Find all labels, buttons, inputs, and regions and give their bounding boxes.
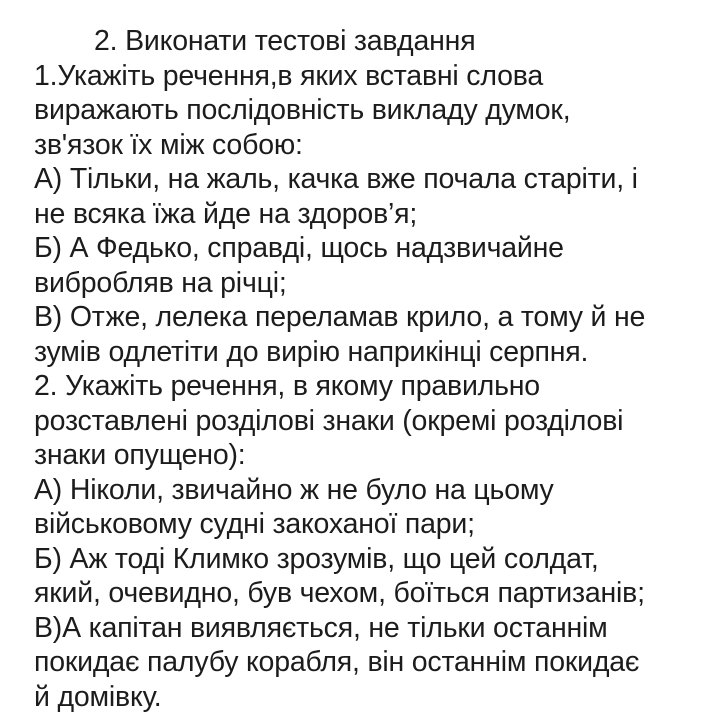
question-2-option-c-line-1: В)А капітан виявляється, не тільки останнім — [34, 611, 608, 644]
question-2-option-b-line-1: Б) Аж тоді Климко зрозумів, що цей солдат, — [34, 542, 599, 575]
question-2-line-3: знаки опущено): — [34, 439, 246, 471]
question-1-option-b-line-2: вибробляв на річці; — [34, 266, 287, 299]
question-2-option-b-line-2: який, очевидно, був чехом, боїться партизанів; — [34, 577, 645, 609]
question-2-option-a-line-1: А) Ніколи, звичайно ж не було на цьому — [34, 473, 554, 506]
question-1-line-1: 1.Укажіть речення,в яких вставні слова — [34, 59, 543, 92]
section-heading: 2. Виконати тестові завдання — [94, 25, 476, 57]
question-1-option-a-line-2: не всяка їжа йде на здоров’я; — [34, 197, 418, 230]
question-2-line-1: 2. Укажіть речення, в якому правильно — [34, 370, 540, 402]
question-2-option-a-line-2: військовому судні закоханої пари; — [34, 508, 475, 540]
question-2-option-c-line-3: й домівку. — [34, 680, 162, 713]
document-text — [34, 24, 714, 714]
question-1-option-c-line-2: зумів одлетіти до вирію наприкінці серпня. — [34, 335, 589, 368]
question-1-option-b-line-1: Б) А Федько, справді, щось надзвичайне — [34, 232, 564, 264]
question-1-option-a-line-1: А) Тільки, на жаль, качка вже почала старіти, і — [34, 163, 638, 195]
question-2-line-2: розставлені розділові знаки (окремі розділові — [34, 404, 624, 437]
question-1-line-2: виражають послідовність викладу думок, — [34, 94, 571, 126]
question-2-option-c-line-2: покидає палубу корабля, він останнім покидає — [34, 646, 640, 678]
question-1-option-c-line-1: В) Отже, лелека переламав крило, а тому й не — [34, 301, 646, 333]
question-1-line-3: зв'язок їх між собою: — [34, 128, 303, 161]
